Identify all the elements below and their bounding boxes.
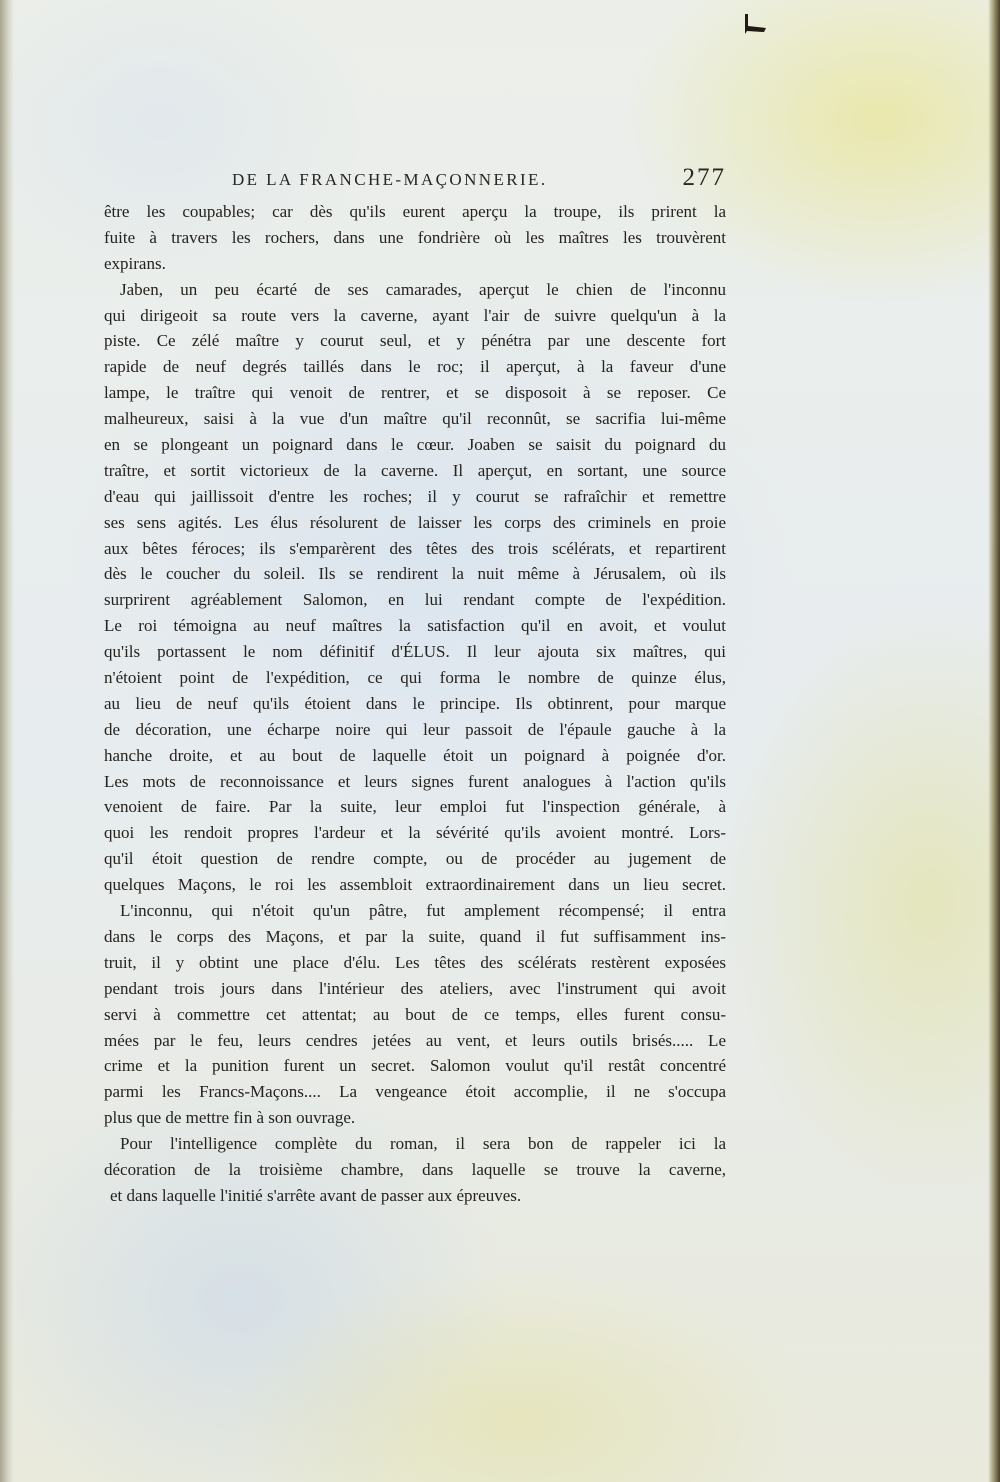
running-head-title: DE LA FRANCHE-MAÇONNERIE.	[232, 170, 548, 189]
text-line: quelques Maçons, le roi les assembloit extraordinairement dans un lieu secret.	[104, 875, 726, 895]
text-line: mées par le feu, leurs cendres jetées au vent, et leurs outils brisés..... Le	[104, 1030, 726, 1050]
body-text	[104, 199, 726, 1209]
text-line: et dans laquelle l'initié s'arrête avant de passer aux épreuves.	[110, 1185, 522, 1205]
ink-blot-mark	[742, 12, 768, 36]
text-line: au lieu de neuf qu'ils étoient dans le principe. Ils obtinrent, pour marque	[104, 693, 726, 713]
text-line: qui dirigeoit sa route vers la caverne, ayant l'air de suivre quelqu'un à la	[104, 305, 726, 325]
text-line: rapide de neuf degrés taillés dans le roc; il aperçut, à la faveur d'une	[104, 357, 726, 377]
text-line: Pour l'intelligence complète du roman, il sera bon de rappeler ici la	[120, 1134, 726, 1154]
text-line: hanche droite, et au bout de laquelle étoit un poignard à poignée d'or.	[104, 745, 726, 765]
text-line: n'étoient point de l'expédition, ce qui forma le nombre de quinze élus,	[104, 668, 726, 688]
text-line: Jaben, un peu écarté de ses camarades, aperçut le chien de l'inconnu	[120, 279, 726, 299]
text-line: parmi les Francs-Maçons.... La vengeance étoit accomplie, il ne s'occupa	[104, 1082, 726, 1102]
text-line: surprirent agréablement Salomon, en lui rendant compte de l'expédition.	[104, 590, 726, 610]
text-line: malheureux, saisi à la vue d'un maître qu'il reconnût, se sacrifia lui-même	[104, 409, 726, 429]
text-line: qu'il étoit question de rendre compte, ou de procéder au jugement de	[104, 849, 726, 869]
text-line: d'eau qui jaillissoit d'entre les roches; il y courut se rafraîchir et remettre	[104, 486, 726, 506]
text-line: truit, il y obtint une place d'élu. Les têtes des scélérats restèrent exposées	[104, 952, 726, 972]
text-line: dès le coucher du soleil. Ils se rendirent la nuit même à Jérusalem, où ils	[104, 564, 726, 584]
text-line: expirans.	[104, 253, 166, 273]
page-number: 277	[682, 164, 726, 191]
text-line: être les coupables; car dès qu'ils eurent aperçu la troupe, ils prirent la	[104, 202, 726, 221]
page-edge	[988, 0, 1000, 1482]
running-head	[232, 166, 732, 196]
text-line: ses sens agités. Les élus résolurent de laisser les corps des criminels en proie	[104, 512, 726, 532]
text-line: en se plongeant un poignard dans le cœur. Joaben se saisit du poignard du	[104, 435, 726, 455]
text-line: crime et la punition furent un secret. Salomon voulut qu'il restât concentré	[104, 1056, 726, 1076]
text-line: traître, et sortit victorieux de la caverne. Il aperçut, en sortant, une source	[104, 460, 726, 480]
text-line: fuite à travers les rochers, dans une fondrière où les maîtres les trouvèrent	[104, 227, 726, 247]
text-line: servi à commettre cet attentat; au bout de ce temps, elles furent consu-	[104, 1004, 726, 1024]
text-line: Le roi témoigna au neuf maîtres la satisfaction qu'il en avoit, et voulut	[104, 616, 726, 636]
text-line: de décoration, une écharpe noire qui leur passoit de l'épaule gauche à la	[104, 719, 726, 739]
text-line: L'inconnu, qui n'étoit qu'un pâtre, fut amplement récompensé; il entra	[120, 901, 726, 921]
text-line: dans le corps des Maçons, et par la suite, quand il fut suffisamment ins-	[104, 926, 726, 946]
text-line: aux bêtes féroces; ils s'emparèrent des têtes des trois scélérats, et repartirent	[104, 538, 726, 558]
text-line: lampe, le traître qui venoit de rentrer, et se disposoit à se reposer. Ce	[104, 383, 726, 403]
text-line: pendant trois jours dans l'intérieur des ateliers, avec l'instrument qui avoit	[104, 978, 726, 998]
text-line: piste. Ce zélé maître y courut seul, et y pénétra par une descente fort	[104, 331, 726, 351]
text-line: plus que de mettre fin à son ouvrage.	[104, 1108, 356, 1128]
text-line: venoient de faire. Par la suite, leur emploi fut l'inspection générale, à	[104, 797, 726, 817]
text-line: quoi les rendoit propres l'ardeur et la sévérité qu'ils avoient montré. Lors-	[104, 823, 726, 843]
text-line: qu'ils portassent le nom définitif d'ÉLUS. Il leur ajouta six maîtres, qui	[104, 642, 726, 662]
text-line: décoration de la troisième chambre, dans laquelle se trouve la caverne,	[104, 1159, 726, 1179]
text-line: Les mots de reconnoissance et leurs signes furent analogues à l'action qu'ils	[104, 771, 726, 791]
page-gutter	[0, 0, 14, 1482]
